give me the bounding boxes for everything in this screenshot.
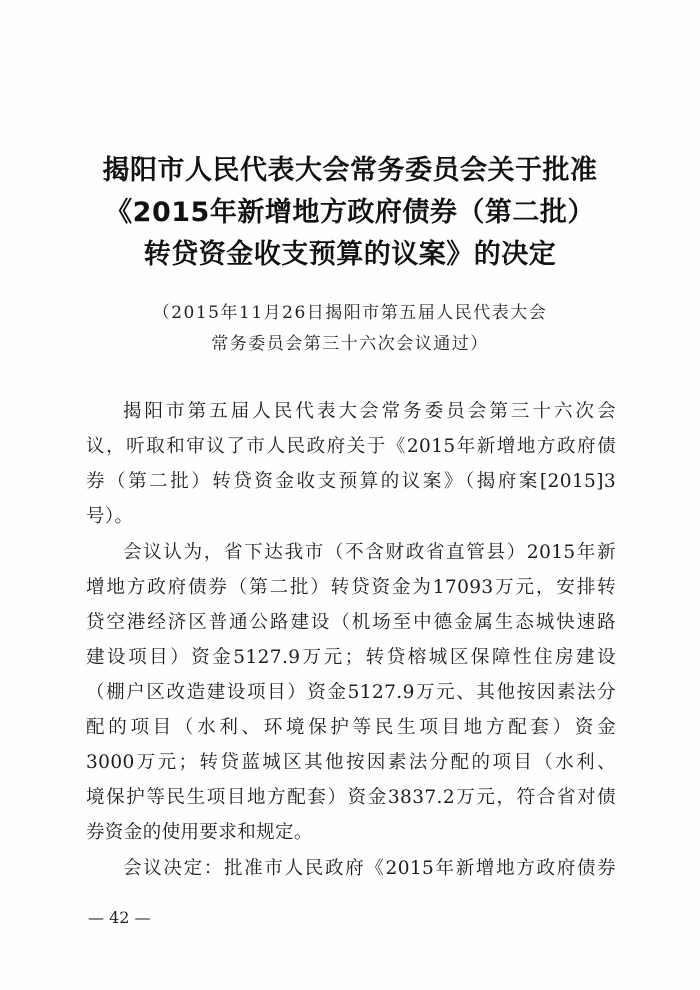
- body-line: 配的项目（水利、环境保护等民生项目地方配套）资金: [86, 717, 616, 738]
- body-line: 建设项目）资金5127.9万元；转贷榕城区保障性住房建设: [86, 647, 616, 668]
- body-line: 会议决定：批准市人民政府《2015年新增地方政府债券: [123, 858, 616, 879]
- document-title: [70, 150, 630, 276]
- body-line: 境保护等民生项目地方配套）资金3837.2万元，符合省对债: [86, 787, 616, 808]
- body-line: 揭阳市第五届人民代表大会常务委员会第三十六次会: [123, 401, 616, 422]
- body-line: 贷空港经济区普通公路建设（机场至中德金属生态城快速路: [86, 612, 616, 633]
- body-line: 3000万元；转贷蓝城区其他按因素法分配的项目（水利、: [86, 752, 616, 773]
- title-line-2: 《2015年新增地方政府债券（第二批）: [105, 197, 595, 228]
- title-line-1: 揭阳市人民代表大会常务委员会关于批准: [102, 155, 598, 186]
- body-line: 增地方政府债券（第二批）转贷资金为17093万元，安排转: [86, 577, 616, 598]
- document-subtitle: [90, 298, 610, 360]
- body-line: （棚户区改造建设项目）资金5127.9万元、其他按因素法分: [86, 682, 616, 703]
- title-line-3: 转贷资金收支预算的议案》的决定: [143, 239, 557, 270]
- body-line: 券（第二批）转贷资金收支预算的议案》（揭府案[2015]3: [86, 471, 616, 492]
- body-line: 议，听取和审议了市人民政府关于《2015年新增地方政府债: [86, 436, 616, 457]
- subtitle-line-1: （2015年11月26日揭阳市第五届人民代表大会: [152, 303, 548, 323]
- subtitle-line-2: 常务委员会第三十六次会议通过）: [211, 334, 489, 354]
- document-body: [86, 394, 616, 886]
- body-line: 号）。: [86, 506, 134, 527]
- page-number: — 42 —: [88, 908, 151, 927]
- body-line: 会议认为，省下达我市（不含财政省直管县）2015年新: [123, 542, 616, 563]
- body-line: 券资金的使用要求和规定。: [86, 822, 313, 843]
